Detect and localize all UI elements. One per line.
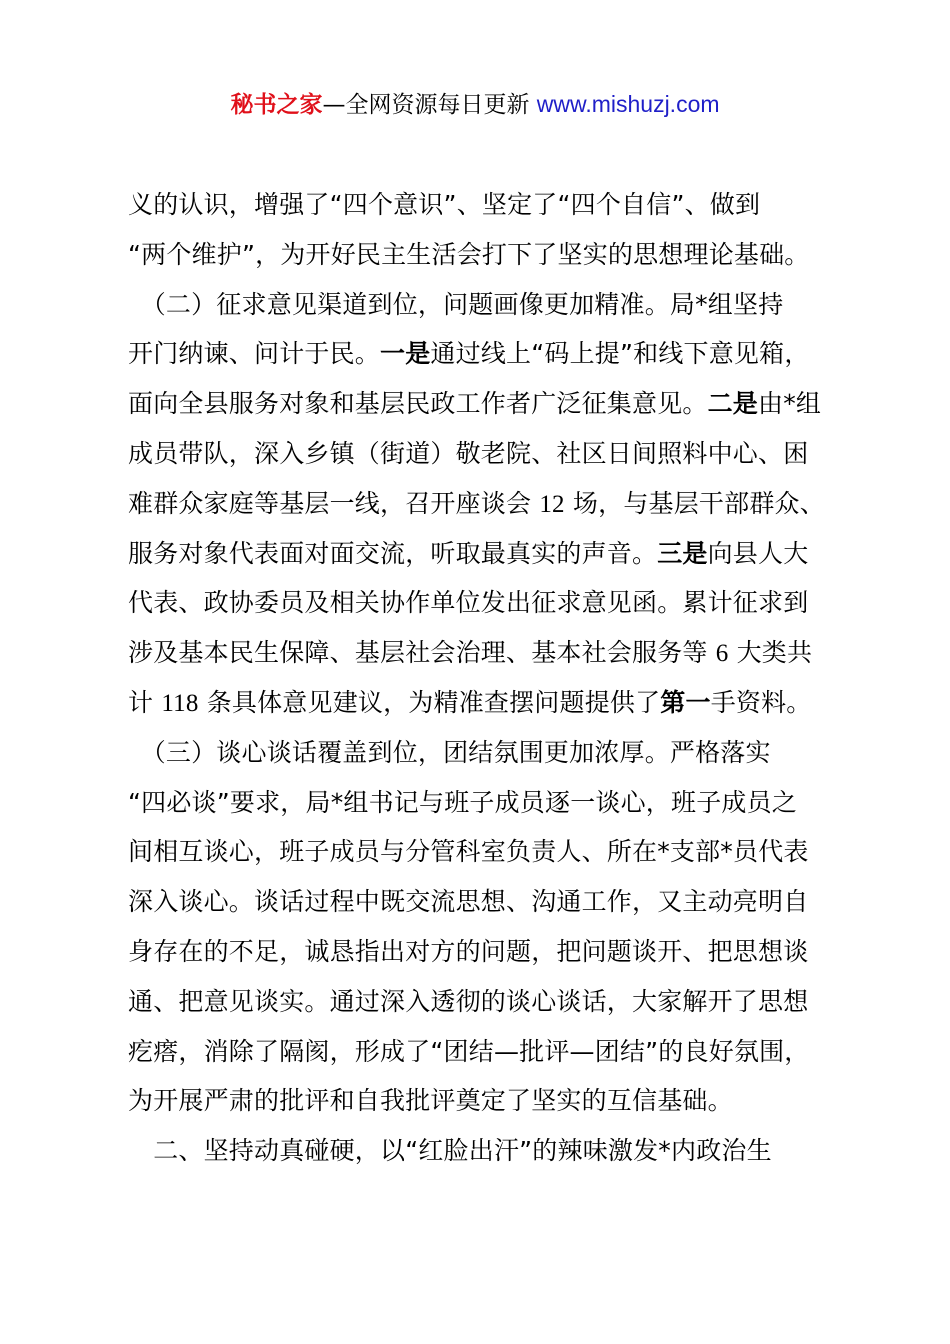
text-line: 通、把意见谈实。通过深入透彻的谈心谈话，大家解开了思想 — [128, 986, 809, 1016]
text-line: 计 118 条具体意见建议，为精准查摆问题提供了第一手资料。 — [128, 687, 812, 717]
text-line: 成员带队，深入乡镇（街道）敬老院、社区日间照料中心、困 — [128, 438, 809, 468]
text-line: 义的认识，增强了“四个意识”、坚定了“四个自信”、做到 — [128, 190, 761, 219]
section-heading-line: （二）征求意见渠道到位，问题画像更加精准。局*组坚持 — [128, 289, 784, 319]
emphasis-first: 一是 — [380, 339, 431, 369]
site-header — [0, 88, 950, 121]
text-line: 服务对象代表面对面交流，听取最真实的声音。三是向县人大 — [128, 538, 809, 568]
text-line: 难群众家庭等基层一线，召开座谈会 12 场，与基层干部群众、 — [128, 488, 825, 518]
text-line: 疙瘩，消除了隔阂，形成了“团结—批评—团结”的良好氛围， — [128, 1036, 810, 1066]
brand-name: 秘书之家 — [230, 92, 323, 118]
number: 12 — [539, 490, 565, 518]
text-line: 深入谈心。谈话过程中既交流思想、沟通工作，又主动亮明自 — [128, 887, 809, 917]
emphasis-second: 二是 — [707, 389, 759, 419]
text-line: 涉及基本民生保障、基层社会治理、基本社会服务等 6 大类共 — [128, 638, 813, 668]
text-line: 间相互谈心，班子成员与分管科室负责人、所在*支部*员代表 — [128, 837, 809, 867]
text-line: “两个维护”，为开好民主生活会打下了坚实的思想理论基础。 — [128, 239, 810, 269]
emphasis-third: 三是 — [657, 538, 708, 568]
document-body — [128, 180, 838, 1176]
emphasis-firsthand: 第一 — [660, 687, 711, 717]
number: 118 — [161, 689, 199, 717]
section-heading-line: 二、坚持动真碰硬，以“红脸出汗”的辣味激发*内政治生 — [128, 1136, 772, 1166]
text-line: 身存在的不足，诚恳指出对方的问题，把问题谈开、把思想谈 — [128, 936, 809, 966]
text-line: “四必谈”要求，局*组书记与班子成员逐一谈心，班子成员之 — [128, 787, 798, 817]
text-line: 开门纳谏、问计于民。一是通过线上“码上提”和线下意见箱， — [128, 339, 810, 369]
section-heading-line: （三）谈心谈话覆盖到位，团结氛围更加浓厚。严格落实 — [128, 737, 771, 767]
number: 6 — [715, 640, 729, 668]
text-line: 代表、政协委员及相关协作单位发出征求意见函。累计征求到 — [128, 588, 809, 618]
header-tagline: —全网资源每日更新 — [322, 92, 537, 118]
site-url-link[interactable]: www.mishuzj.com — [536, 91, 720, 117]
text-line: 面向全县服务对象和基层民政工作者广泛征集意见。二是由*组 — [128, 389, 822, 419]
text-line: 为开展严肃的批评和自我批评奠定了坚实的互信基础。 — [128, 1086, 733, 1116]
